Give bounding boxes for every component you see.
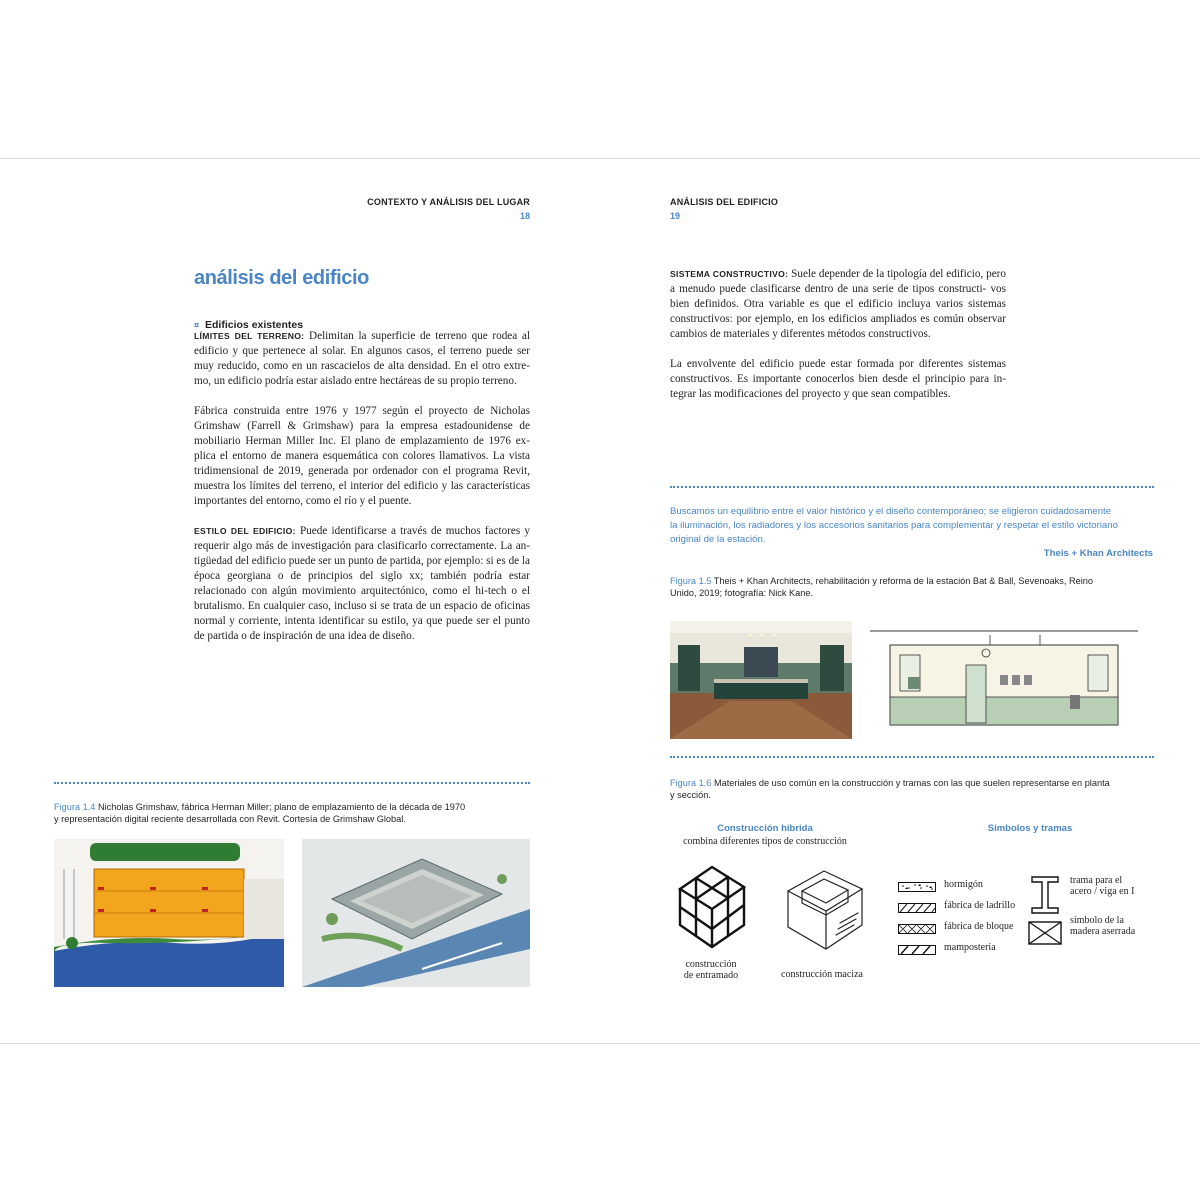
text-line: vos bien definidos. Otra variable es que el edificio incluya varios sistemas	[670, 283, 1006, 310]
text-line: Grimshaw (Farrell & Grimshaw) para la empresa estadounidense de	[194, 420, 530, 432]
label-line: trama para el	[1070, 875, 1123, 886]
legend-block: fábrica de bloque	[944, 921, 1014, 932]
left-page-number: 18	[519, 211, 530, 221]
station-sketch	[870, 625, 1138, 737]
frame-construction-label	[670, 959, 752, 981]
caption-line: Materiales de uso común en la construcción y tramas con las que suelen representarse en planta	[713, 778, 1110, 788]
hybrid-construction-title: Construcción híbrida	[717, 823, 813, 834]
label-line: de entramado	[683, 970, 739, 981]
station-photo	[670, 621, 852, 739]
figure-label: Figura 1.5	[670, 576, 712, 586]
figure-1-4-caption	[54, 801, 530, 825]
text-line: de partida o de inspiración de una idea de diseño.	[194, 630, 415, 642]
right-body-text	[670, 267, 1006, 417]
station-photo-drawing	[670, 621, 852, 739]
label-construction-system: SISTEMA CONSTRUCTIVO:	[670, 269, 789, 279]
brick-hatch-icon	[898, 900, 936, 910]
text-line: pero a menudo puede clasificarse dentro de una serie de tipos constructi-	[670, 268, 1006, 295]
text-line: tridimensional de 2019, generada por ordenador con el programa Revit,	[194, 465, 530, 477]
frame-construction-cube-icon	[670, 859, 752, 955]
text-line: Fábrica construida entre 1976 y 1977 según el proyecto de Nicholas	[194, 405, 530, 417]
masonry-hatch-icon	[898, 942, 936, 952]
right-page-number: 19	[670, 211, 681, 221]
left-body-text	[194, 329, 530, 659]
hybrid-construction-subtitle: combina diferentes tipos de construcción	[683, 836, 847, 847]
right-running-header: ANÁLISIS DEL EDIFICIO	[670, 197, 779, 207]
text-line: mo, un edificio podría estar aislado entre hectáreas de su propio terreno.	[194, 375, 517, 387]
figure-1-5-caption	[670, 575, 1154, 599]
paragraph-envelope	[670, 357, 1006, 402]
caption-line: y representación digital reciente desarrollada con Revit. Cortesía de Grimshaw Global.	[54, 814, 406, 824]
block-hatch-icon	[898, 921, 936, 931]
steel-label	[1070, 875, 1134, 897]
legend-concrete: hormigón	[944, 879, 983, 890]
legend-brick: fábrica de ladrillo	[944, 900, 1016, 911]
label-line: construcción	[685, 959, 737, 970]
figure-1-6-caption	[670, 777, 1154, 801]
label-line: madera aserrada	[1070, 926, 1136, 937]
text-line: muestra los límites del terreno, el interior del edificio y las características	[194, 480, 530, 492]
text-line: relacionado con algún movimiento arquitectónico, como el hi-tech o el	[194, 585, 530, 597]
section-title: Edificios existentes	[205, 319, 304, 331]
site-plan-drawing	[54, 839, 284, 987]
text-line: normal y corriente, intenta identificar su estilo, ya que puede ser el punto	[194, 615, 530, 627]
station-sketch-drawing	[870, 625, 1138, 737]
text-line: Suele depender de la tipología del edificio,	[791, 268, 984, 280]
dotted-divider	[670, 486, 1154, 488]
text-line: Puede identificarse a través de muchos factores y	[299, 525, 530, 537]
text-line: requerir algo más de investigación para clasificarlo correctamente. La an-	[194, 540, 530, 552]
label-line: símbolo de la	[1070, 915, 1124, 926]
text-line: edificio y que pertenece al solar. En algunos casos, el terreno puede ser	[194, 345, 530, 357]
quote-line: original de la estación.	[670, 534, 766, 545]
label-line: acero / viga en I	[1070, 886, 1135, 897]
steel-i-beam-icon	[1030, 875, 1060, 915]
paragraph-building-style	[194, 524, 530, 644]
label-site-limits: LÍMITES DEL TERRENO:	[194, 331, 305, 341]
paragraph-construction-system	[670, 267, 1006, 342]
solid-construction-cube-icon	[780, 863, 870, 953]
book-spread	[0, 158, 1200, 1044]
revit-3d-drawing	[302, 839, 530, 987]
concrete-hatch-icon	[898, 879, 936, 889]
quote-line: la iluminación, los radiadores y los accesorios sanitarios para complementar y respetar el estilo victoriano	[670, 520, 1118, 531]
text-line: cambios de materiales y diferentes métodos constructivos.	[670, 328, 931, 340]
dotted-divider	[54, 782, 530, 784]
caption-line: Theis + Khan Architects, rehabilitación y reforma de la estación Bat & Ball, Sevenoaks, Reino	[713, 576, 1093, 586]
legend-masonry: mampostería	[944, 942, 996, 953]
text-line: constructivos: por ejemplo, en los edificios ampliados es común observar	[670, 313, 1006, 325]
text-line: tegrar las modificaciones del proyecto y que sean compatibles.	[670, 388, 951, 400]
symbols-title: Símbolos y tramas	[987, 823, 1073, 834]
text-line: de la época georgiana o de principios del siglo xx; también podría estar	[194, 555, 531, 582]
dotted-divider	[670, 756, 1154, 758]
timber-symbol-icon	[1028, 921, 1062, 945]
text-line: La envolvente del edificio puede estar formada por diferentes sistemas	[670, 358, 1006, 370]
text-line: muy reducido, como en un rascacielos de alta densidad. En el otro extre-	[194, 360, 530, 372]
pull-quote	[670, 505, 1154, 547]
figure-label: Figura 1.6	[670, 778, 712, 788]
quote-line: Buscamos un equilibrio entre el valor histórico y el diseño contemporáneo; se eligieron cuidadosamente	[670, 506, 1112, 517]
timber-label	[1070, 915, 1135, 937]
text-line: mobiliario Herman Miller Inc. El plano de emplazamiento de 1976 ex-	[194, 435, 530, 447]
page-title: análisis del edificio	[194, 267, 369, 289]
caption-line: Unido, 2019; fotografía: Nick Kane.	[670, 588, 814, 598]
site-plan-image	[54, 839, 284, 987]
label-building-style: ESTILO DEL EDIFICIO:	[194, 526, 296, 536]
text-line: Delimitan la superficie de terreno que rodea al	[309, 330, 530, 342]
text-line: brutalismo. En cualquier caso, incluso si se trata de un espacio de oficinas	[194, 600, 530, 612]
text-line: tigüedad del edificio puede ser un punto de partida, por ejemplo: si es	[194, 555, 506, 567]
text-line: constructivos. Es importante conocerlos bien desde el principio para in-	[670, 373, 1006, 385]
caption-line: Nicholas Grimshaw, fábrica Herman Miller; plano de emplazamiento de la década de 1970	[97, 802, 466, 812]
left-running-header: CONTEXTO Y ANÁLISIS DEL LUGAR	[367, 197, 530, 207]
quote-author: Theis + Khan Architects	[1043, 548, 1153, 559]
revit-3d-image	[302, 839, 530, 987]
caption-line: y sección.	[670, 790, 711, 800]
section-bullet-icon: ¤	[194, 320, 200, 330]
paragraph-herman-miller	[194, 404, 530, 509]
text-line: importantes del entorno, como el río y el puente.	[194, 495, 412, 507]
text-line: plica el entorno de manera esquemática con colores llamativos. La vista	[194, 450, 530, 462]
figure-label: Figura 1.4	[54, 802, 96, 812]
paragraph-site-limits	[194, 329, 530, 389]
solid-construction-label: construcción maciza	[781, 969, 863, 980]
